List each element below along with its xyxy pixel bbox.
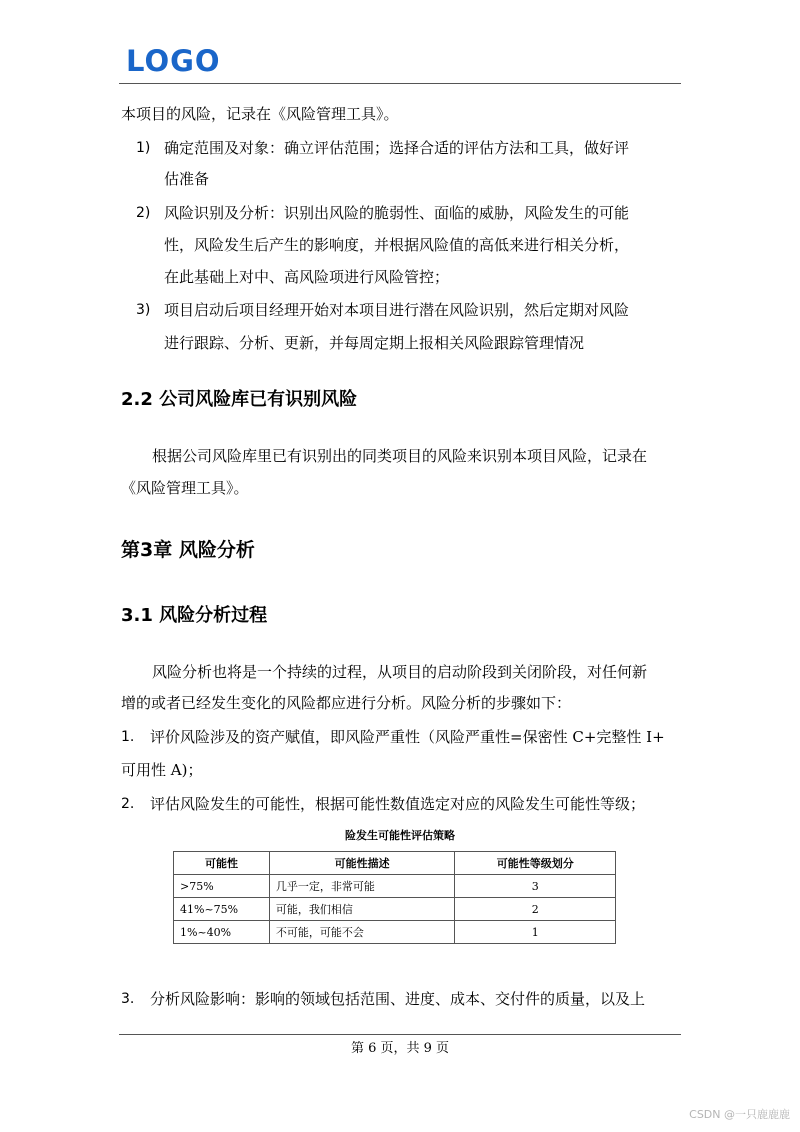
list-line: 可用性 A)； [121, 761, 203, 779]
probability-table [173, 851, 616, 944]
list-line: 在此基础上对中、高风险项进行风险管控； [164, 268, 450, 286]
list-number: 1. [121, 729, 135, 745]
list-line: 性，风险发生后产生的影响度，并根据风险值的高低来进行相关分析， [164, 236, 630, 254]
logo: LOGO [126, 44, 221, 78]
column-header: 可能性等级划分 [455, 852, 616, 875]
table-cell: 1 [455, 921, 616, 944]
table-cell: 可能，我们相信 [269, 898, 455, 921]
chapter-heading-3: 第3章 风险分析 [121, 539, 255, 561]
table-row [174, 898, 616, 921]
section-heading-2-2: 2.2 公司风险库已有识别风险 [121, 389, 358, 410]
intro-paragraph: 本项目的风险，记录在《风险管理工具》。 [121, 105, 399, 123]
table-row [174, 921, 616, 944]
table-cell: 几乎一定，非常可能 [269, 875, 455, 898]
table-cell: 41%~75% [174, 898, 270, 921]
table-header-row [174, 852, 616, 875]
list-line: 项目启动后项目经理开始对本项目进行潜在风险识别，然后定期对风险 [164, 301, 630, 319]
paragraph-line: 《风险管理工具》。 [121, 479, 249, 497]
section-heading-3-1: 3.1 风险分析过程 [121, 605, 268, 626]
table-cell: >75% [174, 875, 270, 898]
table-cell: 不可能，可能不会 [269, 921, 455, 944]
paragraph-line: 增的或者已经发生变化的风险都应进行分析。风险分析的步骤如下： [121, 694, 572, 712]
watermark: CSDN @一只鹿鹿鹿 [689, 1108, 790, 1121]
paragraph-line: 风险分析也将是一个持续的过程，从项目的启动阶段到关闭阶段，对任何新 [152, 663, 648, 681]
table-caption: 险发生可能性评估策略 [345, 829, 455, 842]
table-row [174, 875, 616, 898]
table-cell: 3 [455, 875, 616, 898]
column-header: 可能性 [174, 852, 270, 875]
list-line: 风险识别及分析：识别出风险的脆弱性、面临的威胁，风险发生的可能 [164, 204, 630, 222]
header-rule [119, 83, 681, 84]
table-cell: 1%~40% [174, 921, 270, 944]
list-number: 2) [136, 205, 151, 221]
list-number: 3. [121, 991, 135, 1007]
list-line: 分析风险影响：影响的领域包括范围、进度、成本、交付件的质量，以及上 [150, 990, 646, 1008]
paragraph-line: 根据公司风险库里已有识别出的同类项目的风险来识别本项目风险，记录在 [152, 447, 648, 465]
list-number: 1) [136, 140, 151, 156]
page-number: 第 6 页，共 9 页 [350, 1041, 450, 1056]
list-number: 2. [121, 796, 135, 812]
list-line: 确定范围及对象：确立评估范围；选择合适的评估方法和工具，做好评 [164, 139, 630, 157]
table-cell: 2 [455, 898, 616, 921]
list-line: 评估风险发生的可能性，根据可能性数值选定对应的风险发生可能性等级； [150, 795, 646, 813]
column-header: 可能性描述 [269, 852, 455, 875]
footer-rule [119, 1034, 681, 1035]
list-line: 估准备 [164, 170, 210, 188]
list-number: 3) [136, 302, 151, 318]
list-line: 评价风险涉及的资产赋值，即风险严重性（风险严重性=保密性 C+完整性 I+ [150, 728, 665, 746]
list-line: 进行跟踪、分析、更新，并每周定期上报相关风险跟踪管理情况 [164, 334, 585, 352]
